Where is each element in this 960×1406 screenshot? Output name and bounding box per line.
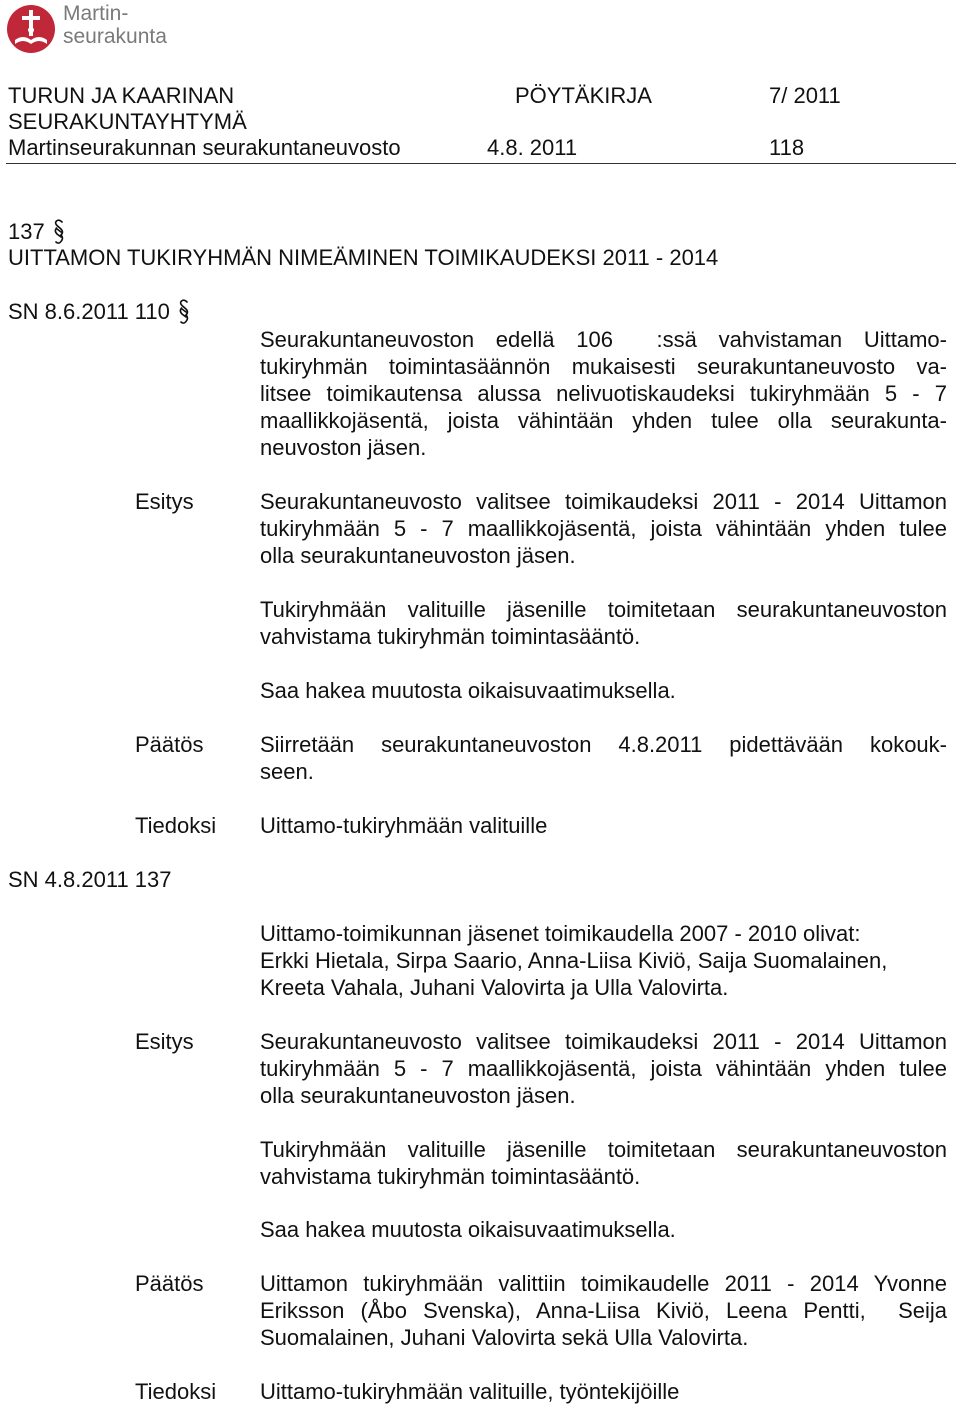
sn2-esitys-line: Seurakuntaneuvosto valitsee toimikaudeksi 2011 - 2014 Uittamon	[260, 1029, 947, 1054]
sn1-esitys-paragraph	[260, 488, 947, 569]
sn1-paatos-label: Päätös	[135, 732, 204, 757]
item-number: 137	[8, 219, 45, 244]
sn2-reference-line	[8, 866, 172, 893]
sn2-esitys-line: tukiryhmään 5 - 7 maallikkojäsentä, joista vähintään yhden tulee	[260, 1056, 947, 1081]
sn1-intro-line: Seurakuntaneuvoston edellä 106 :ssä vahvistaman Uittamo-	[260, 327, 947, 352]
logo-line-1: Martin-	[63, 2, 129, 25]
sn1-esitys-line: olla seurakuntaneuvoston jäsen.	[260, 543, 576, 568]
sn1-tiedoksi-label: Tiedoksi	[135, 813, 217, 838]
sn2-esitys-line: olla seurakuntaneuvoston jäsen.	[260, 1083, 576, 1108]
sn1-esitys-line: tukiryhmään 5 - 7 maallikkojäsentä, joista vähintään yhden tulee	[260, 516, 947, 541]
sn2-tukiryhma-line: vahvistama tukiryhmän toimintasääntö.	[260, 1164, 641, 1189]
sn1-intro-line: maallikkojäsentä, joista vähintään yhden tulee olla seurakunta-	[260, 408, 947, 433]
sn1-paatos-line: seen.	[260, 759, 314, 784]
logo-line-2: seurakunta	[63, 25, 167, 48]
sn2-intro-line: Kreeta Vahala, Juhani Valovirta ja Ulla Valovirta.	[260, 975, 729, 1000]
sn2-paatos-line: Suomalainen, Juhani Valovirta sekä Ulla Valovirta.	[260, 1325, 749, 1350]
sn2-paatos-label: Päätös	[135, 1271, 204, 1296]
sn1-appeal-notice: Saa hakea muutosta oikaisuvaatimuksella.	[260, 678, 676, 703]
sn1-intro-paragraph	[260, 326, 947, 461]
sn1-tukiryhma-line: vahvistama tukiryhmän toimintasääntö.	[260, 624, 641, 649]
sn2-esitys-paragraph	[260, 1028, 947, 1109]
sn2-paatos-line: Eriksson (Åbo Svenska), Anna-Liisa Kiviö, Leena Pentti, Seija	[260, 1298, 947, 1323]
header-date: 4.8. 2011	[487, 135, 578, 160]
sn1-paatos-paragraph	[260, 731, 947, 785]
sn1-tukiryhma-paragraph	[260, 596, 947, 650]
sn1-intro-line: tukiryhmän toimintasäännön mukaisesti seurakuntaneuvosto va-	[260, 354, 947, 379]
sn2-intro-line: Erkki Hietala, Sirpa Saario, Anna-Liisa Kiviö, Saija Suomalainen,	[260, 948, 888, 973]
item-title: UITTAMON TUKIRYHMÄN NIMEÄMINEN TOIMIKAUDEKSI 2011 - 2014	[8, 245, 719, 270]
sn2-paatos-paragraph	[260, 1270, 947, 1351]
sn1-intro-line: neuvoston jäsen.	[260, 435, 427, 460]
sn2-reference: SN 4.8.2011 137	[8, 867, 172, 892]
header-page-number: 118	[769, 135, 805, 160]
sn2-tukiryhma-line: Tukiryhmään valituille jäsenille toimitetaan seurakuntaneuvoston	[260, 1137, 947, 1162]
church-logo-icon	[6, 4, 56, 54]
section-sign-icon	[178, 298, 190, 326]
sn2-intro-paragraph	[260, 920, 947, 1001]
sn2-intro-line: Uittamo-toimikunnan jäsenet toimikaudella 2007 - 2010 olivat:	[260, 921, 861, 946]
header-doc-type: PÖYTÄKIRJA	[515, 83, 652, 108]
header-doc-number: 7/ 2011	[769, 83, 841, 108]
sn1-intro-line: litsee toimikautensa alussa nelivuotiskaudeksi tukiryhmään 5 - 7	[260, 381, 947, 406]
sn1-esitys-label: Esitys	[135, 489, 194, 514]
header-org-line-2: SEURAKUNTAYHTYMÄ	[8, 109, 247, 134]
sn2-esitys-label: Esitys	[135, 1029, 194, 1054]
header-org-line-1: TURUN JA KAARINAN	[8, 83, 235, 108]
logo-wordmark	[63, 2, 167, 48]
sn1-reference-line	[8, 298, 190, 326]
item-number-line	[8, 218, 65, 246]
sn2-tiedoksi-label: Tiedoksi	[135, 1379, 217, 1404]
sn2-paatos-line: Uittamon tukiryhmään valittiin toimikaudelle 2011 - 2014 Yvonne	[260, 1271, 947, 1296]
sn1-esitys-line: Seurakuntaneuvosto valitsee toimikaudeksi 2011 - 2014 Uittamon	[260, 489, 947, 514]
sn2-tiedoksi-value: Uittamo-tukiryhmään valituille, työntekijöille	[260, 1379, 680, 1404]
header-divider	[6, 163, 956, 164]
sn1-tiedoksi-value: Uittamo-tukiryhmään valituille	[260, 813, 548, 838]
sn2-tukiryhma-paragraph	[260, 1136, 947, 1190]
section-sign-icon	[53, 218, 65, 246]
sn1-paatos-line: Siirretään seurakuntaneuvoston 4.8.2011 pidettävään kokouk-	[260, 732, 947, 757]
sn1-tukiryhma-line: Tukiryhmään valituille jäsenille toimitetaan seurakuntaneuvoston	[260, 597, 947, 622]
sn2-appeal-notice: Saa hakea muutosta oikaisuvaatimuksella.	[260, 1217, 676, 1242]
sn1-reference: SN 8.6.2011 110	[8, 299, 170, 324]
header-org-line-3: Martinseurakunnan seurakuntaneuvosto	[8, 135, 401, 160]
